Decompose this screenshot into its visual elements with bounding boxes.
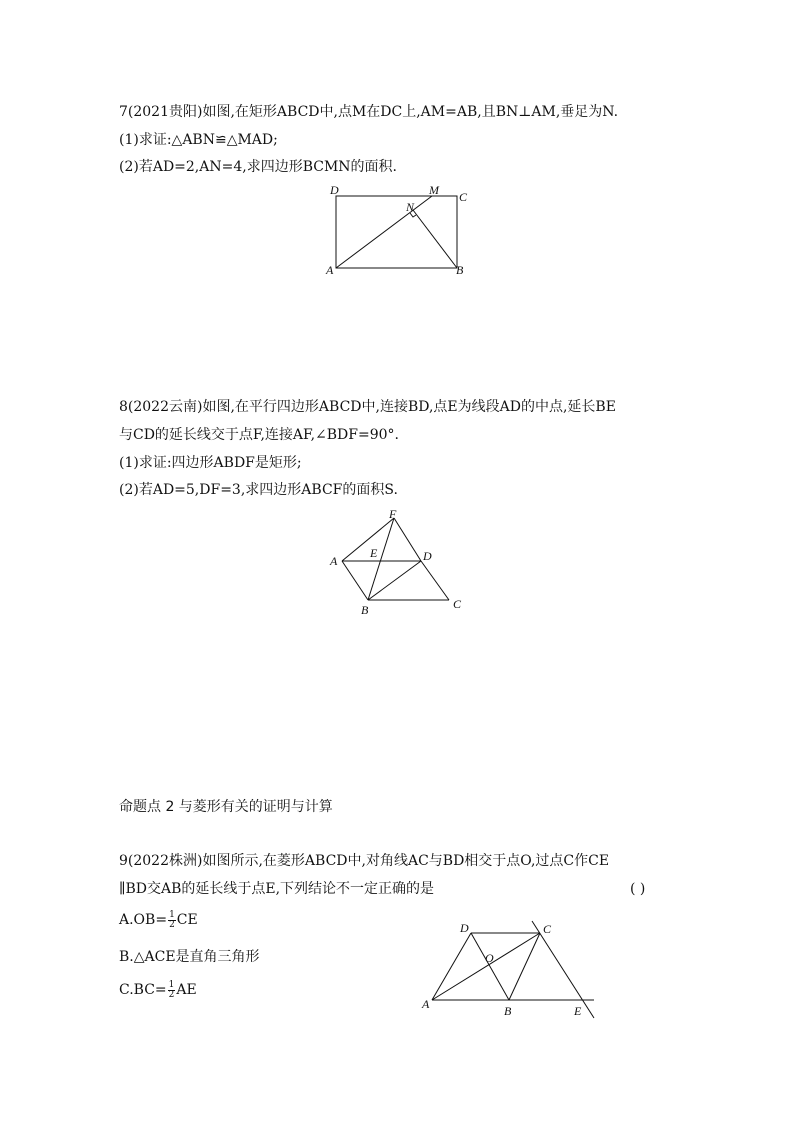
q9-label-c: C — [543, 922, 552, 936]
q9-option-c-prefix: C.BC= — [119, 982, 167, 998]
q8-label-b: B — [361, 603, 369, 617]
q8-label-f: F — [389, 508, 397, 521]
q9-option-c-numerator: 1 — [168, 979, 175, 990]
q7-label-a: A — [326, 263, 334, 277]
q7-label-d: D — [330, 183, 339, 197]
q7-label-c: C — [459, 190, 468, 204]
q8-stem: 8(2022云南)如图,在平行四边形ABCD中,连接BD,点E为线段AD的中点,延长BE — [119, 399, 616, 415]
q7-stem: 7(2021贵阳)如图,在矩形ABCD中,点M在DC上,AM=AB,且BN⊥AM,垂足为N. — [119, 104, 619, 120]
q9-label-e: E — [574, 1004, 582, 1018]
q9-stem: 9(2022株洲)如图所示,在菱形ABCD中,对角线AC与BD相交于点O,过点C作CE — [119, 853, 610, 869]
q9-option-a-numerator: 1 — [169, 909, 175, 920]
q8-label-a: A — [330, 554, 338, 568]
q9-label-a: A — [422, 997, 430, 1011]
q9-option-c-denominator: 2 — [168, 989, 175, 1000]
q9-option-a-denominator: 2 — [169, 919, 175, 930]
q9-option-a-fraction — [168, 911, 176, 930]
q9-option-a-prefix: A.OB= — [119, 912, 168, 928]
q8-stem-cont: 与CD的延长线交于点F,连接AF,∠BDF=90°. — [119, 427, 399, 443]
q8-label-e: E — [370, 546, 378, 560]
q7-label-b: B — [456, 263, 464, 277]
q8-part1: (1)求证:四边形ABDF是矩形; — [119, 455, 302, 471]
q8-label-d: D — [423, 549, 432, 563]
q8-label-c: C — [453, 597, 462, 611]
q9-label-o: O — [485, 951, 494, 965]
q9-label-d: D — [460, 921, 469, 935]
q7-label-m: M — [429, 183, 439, 197]
q7-part1: (1)求证:△ABN≌△MAD; — [119, 132, 278, 148]
q7-label-n: N — [406, 200, 415, 214]
answer-paren: ( ) — [630, 881, 646, 897]
q8-figure — [325, 508, 470, 618]
q9-option-b: B.△ACE是直角三角形 — [119, 949, 260, 965]
q7-part2: (2)若AD=2,AN=4,求四边形BCMN的面积. — [119, 159, 397, 175]
q9-figure — [418, 915, 608, 1025]
q8-part2: (2)若AD=5,DF=3,求四边形ABCF的面积S. — [119, 482, 398, 498]
section-title: 命题点 2 与菱形有关的证明与计算 — [119, 799, 333, 815]
q7-figure — [322, 182, 472, 278]
q9-option-c-suffix: AE — [176, 982, 197, 998]
q9-option-a-suffix: CE — [176, 912, 198, 928]
q9-stem-cont: ∥BD交AB的延长线于点E,下列结论不一定正确的是 — [119, 881, 435, 897]
q9-label-b: B — [504, 1004, 512, 1018]
q9-option-c-fraction — [168, 981, 176, 1000]
